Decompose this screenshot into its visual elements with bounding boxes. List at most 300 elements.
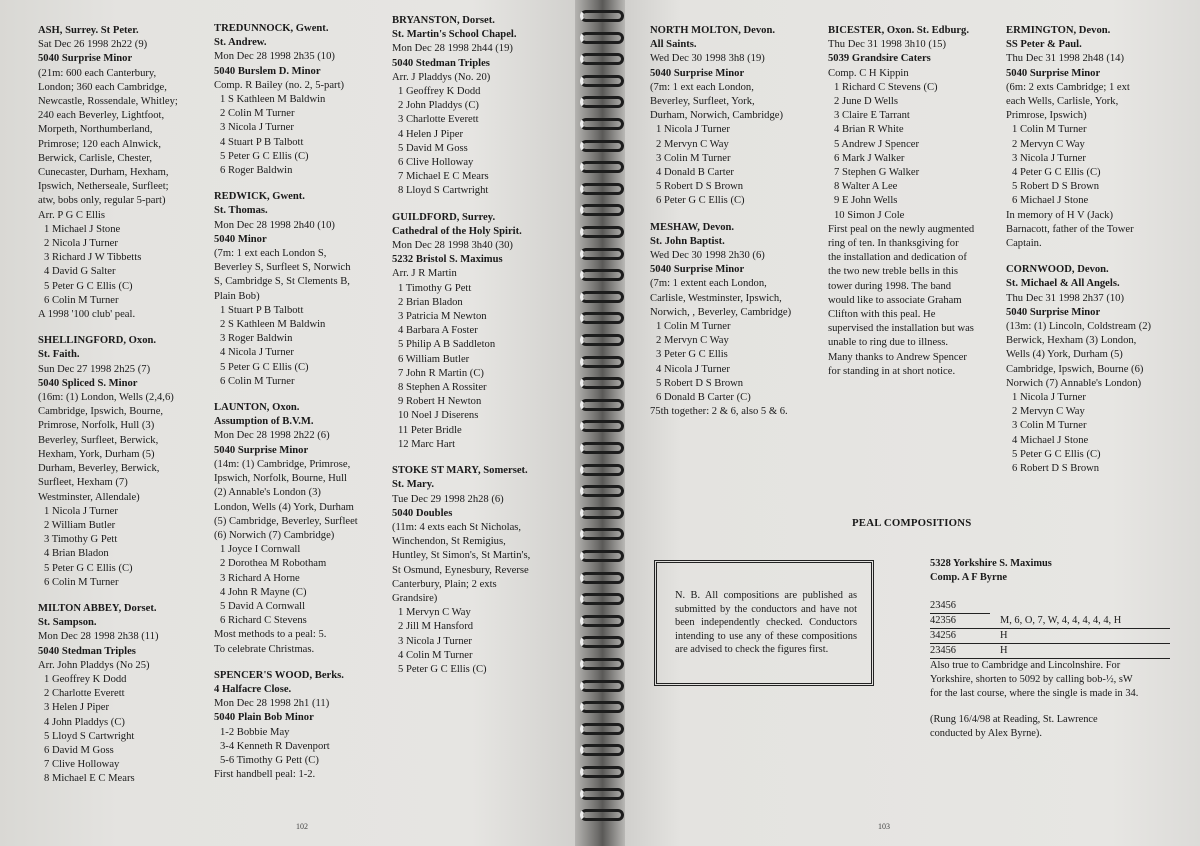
composition-row	[930, 599, 990, 614]
spiral-ring	[580, 140, 624, 152]
spiral-ring	[580, 269, 624, 281]
ringer-name: 6 Colin M Turner	[44, 294, 119, 306]
call-sequence: M, 6, O, 7, W, 4, 4, 4, 4, 4, H	[1000, 615, 1122, 626]
peal-detail: Sun Dec 27 1998 2h25 (7)	[38, 363, 151, 375]
ringer-name: 3 Richard A Horne	[220, 572, 300, 584]
peal-detail: ring of ten. In thanksgiving for	[828, 238, 959, 250]
peal-place: SPENCER'S WOOD, Berks.	[214, 669, 344, 681]
call-sequence: H	[1000, 645, 1008, 656]
right-column-3	[1006, 24, 1186, 488]
spiral-ring	[580, 723, 624, 735]
peal-dedication: 4 Halfacre Close.	[214, 683, 292, 695]
ringer-name: 6 William Butler	[398, 353, 470, 365]
peal-detail: each Wells, Carlisle, York,	[1006, 96, 1119, 108]
spiral-ring	[580, 593, 624, 605]
peal-detail: Cunecaster, Durham, Hexham,	[38, 167, 169, 179]
ringer-name: 5 Philip A B Saddleton	[398, 339, 496, 351]
rung-note-line: (Rung 16/4/98 at Reading, St. Lawrence	[930, 714, 1098, 725]
peal-detail: 5040 Burslem D. Minor	[214, 65, 321, 77]
ringer-name: 3 Colin M Turner	[656, 152, 731, 164]
spiral-ring	[580, 507, 624, 519]
peal-detail: 5039 Grandsire Caters	[828, 53, 931, 65]
peal-detail: unable to ring due to illness.	[828, 337, 949, 349]
peal-detail: (7m: 1 extent each London,	[650, 278, 767, 290]
peal-entry	[392, 464, 572, 677]
peal-entry	[214, 669, 386, 783]
peal-detail: 5040 Surprise Minor	[650, 264, 745, 276]
spiral-ring	[580, 788, 624, 800]
peal-entry	[38, 602, 208, 787]
peal-detail: Tue Dec 29 1998 2h28 (6)	[392, 493, 504, 505]
ringer-name: 5 Robert D S Brown	[1012, 181, 1100, 193]
peal-detail: Comp. C H Kippin	[828, 67, 909, 79]
ringer-name: 4 Brian R White	[834, 124, 904, 136]
composition-row	[930, 614, 1170, 629]
ringer-name: 1 Nicola J Turner	[656, 124, 730, 136]
ringer-name: 1 Colin M Turner	[1012, 124, 1087, 136]
nb-notice-box	[654, 560, 874, 686]
spiral-ring	[580, 572, 624, 584]
ringer-name: 5 Peter G C Ellis (C)	[1012, 448, 1101, 460]
ringer-name: 4 Brian Bladon	[44, 548, 109, 560]
ringer-name: 6 Peter G C Ellis (C)	[656, 195, 745, 207]
peal-place: GUILDFORD, Surrey.	[392, 211, 496, 223]
ringer-name: 5 Lloyd S Cartwright	[44, 730, 135, 742]
peal-place: REDWICK, Gwent.	[214, 191, 305, 203]
peal-detail: 240 each Beverley, Lightfoot,	[38, 110, 165, 122]
left-column-3	[392, 14, 572, 689]
peal-place: MESHAW, Devon.	[650, 221, 735, 233]
ringer-name: 1 S Kathleen M Baldwin	[220, 94, 326, 106]
ringer-name: 9 E John Wells	[834, 195, 898, 207]
peal-detail: Beverley, Surfleet, York,	[650, 96, 755, 108]
peal-detail: (14m: (1) Cambridge, Primrose,	[214, 458, 351, 470]
ringer-name: 4 Donald B Carter	[656, 167, 734, 179]
ringer-name: 5 Peter G C Ellis (C)	[44, 562, 133, 574]
peal-detail: Surfleet, Hexham (7)	[38, 477, 128, 489]
page-number: 102	[296, 822, 308, 831]
page-number: 103	[878, 822, 890, 831]
peal-detail: Cambridge, Ipswich, Bourne (6)	[1006, 363, 1144, 375]
peal-detail: 5040 Surprise Minor	[1006, 306, 1101, 318]
peal-detail: Arr. J Pladdys (No. 20)	[392, 71, 491, 83]
composition-note-line: for the last course, where the single is made in 34.	[930, 688, 1139, 699]
peal-entry	[392, 211, 572, 452]
ringer-name: 6 Colin M Turner	[44, 576, 119, 588]
ringer-name: 2 Charlotte Everett	[44, 688, 125, 700]
composition	[930, 557, 1170, 741]
left-column-1	[38, 24, 208, 799]
peal-detail: Thu Dec 31 1998 2h48 (14)	[1006, 53, 1124, 65]
spiral-ring	[580, 10, 624, 22]
peal-detail: 5040 Spliced S. Minor	[38, 377, 138, 389]
peal-detail: Plain Bob)	[214, 290, 260, 302]
peal-detail: St Osmund, Eynesbury, Reverse	[392, 564, 529, 576]
peal-detail: (11m: 4 exts each St Nicholas,	[392, 521, 522, 533]
peal-detail: Mon Dec 28 1998 2h44 (19)	[392, 43, 513, 55]
ringer-name: 3 Nicola J Turner	[398, 635, 472, 647]
ringer-name: 8 Walter A Lee	[834, 181, 898, 193]
peal-entry	[38, 24, 208, 322]
peal-detail: Grandsire)	[392, 592, 438, 604]
peal-place: STOKE ST MARY, Somerset.	[392, 465, 528, 477]
nb-notice-text: N. B. All compositions are published as submitted by the conductors and have not been independently checked. Conductors intending to use any of these compositions are advised to check the figures first.	[675, 590, 857, 656]
peal-entry	[392, 14, 572, 199]
spiral-ring	[580, 420, 624, 432]
peal-detail: Mon Dec 28 1998 2h35 (10)	[214, 51, 335, 63]
peal-dedication: All Saints.	[650, 39, 697, 51]
peal-detail: (7m: 1 ext each London S,	[214, 248, 327, 260]
ringer-name: 1 Michael J Stone	[44, 223, 121, 235]
ringer-name: 5-6 Timothy G Pett (C)	[220, 754, 319, 766]
peal-detail: Ipswich, Norfolk, Bourne, Hull	[214, 473, 347, 485]
peal-dedication: Cathedral of the Holy Spirit.	[392, 225, 522, 237]
peal-entry	[650, 221, 820, 420]
peal-detail: 75th together: 2 & 6, also 5 & 6.	[650, 406, 788, 418]
lead-head: 34256	[930, 630, 956, 641]
ringer-name: 6 Robert D S Brown	[1012, 463, 1100, 475]
spiral-ring	[580, 809, 624, 821]
peal-detail: (21m: 600 each Canterbury,	[38, 67, 157, 79]
ringer-name: 4 John Pladdys (C)	[44, 716, 125, 728]
peal-detail: 5040 Surprise Minor	[650, 67, 745, 79]
peal-detail: London, Wells (4) York, Durham	[214, 501, 354, 513]
peal-detail: atw, bobs only, regular 5-part)	[38, 195, 166, 207]
peal-detail: Wells (4) York, Durham (5)	[1006, 349, 1123, 361]
peal-detail: Carlisle, Westminster, Ipswich,	[650, 292, 782, 304]
peal-detail: for standing in at short notice.	[828, 365, 956, 377]
spiral-ring	[580, 636, 624, 648]
ringer-name: 5 Robert D S Brown	[656, 377, 744, 389]
peal-detail: Sat Dec 26 1998 2h22 (9)	[38, 39, 148, 51]
peal-detail: First peal on the newly augmented	[828, 223, 975, 235]
left-column-2	[214, 22, 386, 794]
ringer-name: 7 Clive Holloway	[44, 759, 120, 771]
spiral-ring	[580, 528, 624, 540]
peal-detail: (7m: 1 ext each London,	[650, 81, 754, 93]
ringer-name: 9 Robert H Newton	[398, 396, 482, 408]
composition-note-line: Yorkshire, shorten to 5092 by calling bob-½, sW	[930, 674, 1133, 685]
ringer-name: 2 Brian Bladon	[398, 296, 463, 308]
ringer-name: 3-4 Kenneth R Davenport	[220, 740, 330, 752]
ringer-name: 5 Peter G C Ellis (C)	[220, 150, 309, 162]
peal-detail: Most methods to a peal: 5.	[214, 629, 327, 641]
peal-detail: Mon Dec 28 1998 2h1 (11)	[214, 698, 330, 710]
composition-notes	[930, 659, 1170, 701]
ringer-name: 2 John Pladdys (C)	[398, 100, 479, 112]
peal-detail: (13m: (1) Lincoln, Coldstream (2)	[1006, 321, 1152, 333]
peal-detail: London; 360 each Cambridge,	[38, 81, 167, 93]
ringer-name: 8 Stephen A Rossiter	[398, 382, 487, 394]
peal-entry	[1006, 24, 1186, 251]
ringer-name: 6 Michael J Stone	[1012, 195, 1089, 207]
peal-detail: Beverley S, Surfleet S, Norwich	[214, 262, 351, 274]
ringer-name: 2 Colin M Turner	[220, 108, 295, 120]
peal-detail: Westminster, Allendale)	[38, 491, 140, 503]
spiral-ring	[580, 701, 624, 713]
ringer-name: 1 Nicola J Turner	[44, 505, 118, 517]
ringer-name: 4 Peter G C Ellis (C)	[1012, 167, 1101, 179]
peal-detail: Comp. R Bailey (no. 2, 5-part)	[214, 79, 345, 91]
lead-head: 23456	[930, 600, 956, 611]
peal-detail: Berwick, Carlisle, Chester,	[38, 152, 153, 164]
peal-dedication: St. Faith.	[38, 349, 80, 361]
ringer-name: 11 Peter Bridle	[398, 424, 462, 436]
ringer-name: 4 Nicola J Turner	[220, 347, 294, 359]
ringer-name: 6 David M Goss	[44, 744, 114, 756]
spiral-ring	[580, 248, 624, 260]
spiral-ring	[580, 399, 624, 411]
composition-table	[930, 599, 1170, 659]
ringer-name: 3 Claire E Tarrant	[834, 110, 910, 122]
peal-place: SHELLINGFORD, Oxon.	[38, 335, 157, 347]
ringer-name: 2 June D Wells	[834, 96, 898, 108]
peal-detail: Canterbury, Plain; 2 exts	[392, 578, 497, 590]
peal-dedication: St. Sampson.	[38, 617, 97, 629]
spiral-ring	[580, 334, 624, 346]
peal-detail: Wed Dec 30 1998 3h8 (19)	[650, 53, 765, 65]
ringer-name: 2 Mervyn C Way	[1012, 138, 1085, 150]
ringer-name: 5 Andrew J Spencer	[834, 138, 920, 150]
ringer-name: 4 David G Salter	[44, 266, 116, 278]
lead-head: 23456	[930, 645, 956, 656]
peal-detail: Durham, Beverley, Berwick,	[38, 463, 160, 475]
peal-detail: the installation and dedication of	[828, 252, 967, 264]
peal-detail: the two new treble bells in this	[828, 266, 959, 278]
peal-detail: (5) Cambridge, Beverley, Surfleet	[214, 515, 358, 527]
ringer-name: 4 John R Mayne (C)	[220, 586, 307, 598]
ringer-name: 4 Barbara A Foster	[398, 325, 478, 337]
ringer-name: 6 Clive Holloway	[398, 157, 474, 169]
peal-detail: S, Cambridge S, St Clements B,	[214, 276, 350, 288]
peal-place: NORTH MOLTON, Devon.	[650, 25, 776, 36]
peal-detail: First handbell peal: 1-2.	[214, 769, 316, 781]
peal-entry	[214, 190, 386, 389]
peal-detail: Barnacott, father of the Tower	[1006, 223, 1134, 235]
peal-detail: Thu Dec 31 1998 3h10 (15)	[828, 39, 946, 51]
ringer-name: 2 Mervyn C Way	[1012, 406, 1085, 418]
ringer-name: 5 David A Cornwall	[220, 600, 306, 612]
ringer-name: 12 Marc Hart	[398, 438, 456, 450]
right-column-2	[828, 24, 1000, 391]
spiral-ring	[580, 291, 624, 303]
ringer-name: 4 Colin M Turner	[398, 649, 473, 661]
ringer-name: 7 Michael E C Mears	[398, 171, 489, 183]
peal-detail: Primrose; 120 each Alnwick,	[38, 138, 161, 150]
peal-detail: Thu Dec 31 1998 2h37 (10)	[1006, 292, 1124, 304]
ringer-name: 1 Nicola J Turner	[1012, 392, 1086, 404]
ringer-name: 3 Nicola J Turner	[220, 122, 294, 134]
ringer-name: 3 Colin M Turner	[1012, 420, 1087, 432]
peal-place: BICESTER, Oxon. St. Edburg.	[828, 25, 970, 36]
ringer-name: 8 Michael E C Mears	[44, 773, 135, 785]
ringer-name: 1 Geoffrey K Dodd	[398, 86, 481, 98]
right-column-1	[650, 24, 820, 431]
peal-detail: tower during 1998. The band	[828, 280, 952, 292]
peal-detail: Huntley, St Simon's, St Martin's,	[392, 550, 531, 562]
peal-entry	[650, 24, 820, 209]
peal-place: LAUNTON, Oxon.	[214, 402, 300, 414]
spiral-ring	[580, 118, 624, 130]
rung-note-line: conducted by Alex Byrne).	[930, 728, 1042, 739]
peal-entry	[214, 401, 386, 657]
peal-detail: 5040 Plain Bob Minor	[214, 712, 314, 724]
peal-detail: Durham, Norwich, Cambridge)	[650, 110, 783, 122]
ringer-name: 3 Peter G C Ellis	[656, 349, 728, 361]
ringer-name: 1 Colin M Turner	[656, 321, 731, 333]
ringer-name: 6 Colin M Turner	[220, 375, 295, 387]
ringer-name: 10 Noel J Diserens	[398, 410, 479, 422]
peal-dedication: St. Thomas.	[214, 205, 268, 217]
peal-detail: Berwick, Hexham (3) London,	[1006, 335, 1137, 347]
peal-dedication: St. Michael & All Angels.	[1006, 278, 1120, 290]
peal-detail: Wed Dec 30 1998 2h30 (6)	[650, 250, 765, 262]
peal-place: ERMINGTON, Devon.	[1006, 25, 1111, 36]
peal-detail: Arr. P G C Ellis	[38, 209, 106, 221]
peal-detail: 5040 Stedman Triples	[392, 57, 490, 69]
peal-detail: Mon Dec 28 1998 2h38 (11)	[38, 631, 159, 643]
spiral-ring	[580, 485, 624, 497]
ringer-name: 3 Richard J W Tibbetts	[44, 252, 142, 264]
ringer-name: 3 Nicola J Turner	[1012, 152, 1086, 164]
peal-detail: Hexham, York, Durham (5)	[38, 448, 155, 460]
peal-dedication: Assumption of B.V.M.	[214, 416, 314, 428]
peal-detail: Many thanks to Andrew Spencer	[828, 351, 967, 363]
call-sequence: H	[1000, 630, 1008, 641]
peal-detail: Cambridge, Ipswich, Bourne,	[38, 406, 164, 418]
peal-place: TREDUNNOCK, Gwent.	[214, 23, 329, 34]
spiral-ring	[580, 766, 624, 778]
peal-detail: Arr. John Pladdys (No 25)	[38, 659, 150, 671]
spiral-ring	[580, 183, 624, 195]
peal-detail: A 1998 '100 club' peal.	[38, 309, 136, 321]
ringer-name: 3 Helen J Piper	[44, 702, 110, 714]
peal-detail: 5040 Surprise Minor	[38, 53, 133, 65]
peal-detail: Captain.	[1006, 238, 1042, 250]
peal-place: ASH, Surrey. St Peter.	[38, 25, 139, 36]
ringer-name: 1 Richard C Stevens (C)	[834, 81, 938, 93]
ringer-name: 2 Mervyn C Way	[656, 138, 729, 150]
spiral-ring	[580, 658, 624, 670]
ringer-name: 5 Peter G C Ellis (C)	[220, 361, 309, 373]
peal-detail: In memory of H V (Jack)	[1006, 209, 1113, 221]
peal-detail: 5040 Stedman Triples	[38, 645, 136, 657]
composition-row	[930, 644, 1170, 659]
ringer-name: 2 Mervyn C Way	[656, 335, 729, 347]
ringer-name: 1 Mervyn C Way	[398, 607, 471, 619]
ringer-name: 6 Donald B Carter (C)	[656, 392, 751, 404]
peal-entry	[828, 24, 1000, 379]
ringer-name: 4 Michael J Stone	[1012, 434, 1089, 446]
peal-detail: would like to associate Graham	[828, 294, 962, 306]
peal-detail: Mon Dec 28 1998 3h40 (30)	[392, 240, 513, 252]
ringer-name: 10 Simon J Cole	[834, 209, 905, 221]
ringer-name: 2 Jill M Hansford	[398, 621, 474, 633]
lead-head: 42356	[930, 615, 956, 626]
composition-note-line: Also true to Cambridge and Lincolnshire. For	[930, 660, 1121, 671]
composition-rung-note	[930, 713, 1170, 741]
ringer-name: 3 Timothy G Pett	[44, 534, 118, 546]
composition-title: 5328 Yorkshire S. Maximus	[930, 558, 1052, 569]
spiral-ring	[580, 615, 624, 627]
spiral-ring	[580, 744, 624, 756]
ringer-name: 5 Peter G C Ellis (C)	[44, 280, 133, 292]
ringer-name: 7 Stephen G Walker	[834, 167, 920, 179]
composition-row	[930, 629, 1170, 644]
ringer-name: 2 Nicola J Turner	[44, 238, 118, 250]
peal-detail: Norwich (7) Annable's London)	[1006, 377, 1142, 389]
ringer-name: 1 Timothy G Pett	[398, 282, 472, 294]
spiral-ring	[580, 96, 624, 108]
peal-dedication: St. John Baptist.	[650, 235, 725, 247]
peal-detail: Morpeth, Northumberland,	[38, 124, 153, 136]
spiral-ring	[580, 442, 624, 454]
peal-detail: Arr. J R Martin	[392, 268, 457, 280]
ringer-name: 4 Stuart P B Talbott	[220, 136, 304, 148]
ringer-name: 1 Joyce I Cornwall	[220, 544, 301, 556]
composition-composer: Comp. A F Byrne	[930, 572, 1007, 583]
peal-detail: 5040 Surprise Minor	[214, 444, 309, 456]
peal-dedication: St. Andrew.	[214, 37, 267, 49]
peal-detail: Beverley, Surfleet, Berwick,	[38, 434, 159, 446]
spiral-ring	[580, 204, 624, 216]
peal-detail: 5040 Doubles	[392, 507, 453, 519]
ringer-name: 6 Richard C Stevens	[220, 615, 307, 627]
peal-entry	[38, 334, 208, 590]
spiral-ring	[580, 550, 624, 562]
peal-entry	[214, 22, 386, 178]
peal-detail: Clifton with this peal. He	[828, 309, 936, 321]
peal-detail: (2) Annable's London (3)	[214, 487, 321, 499]
ringer-name: 8 Lloyd S Cartwright	[398, 185, 489, 197]
peal-detail: To celebrate Christmas.	[214, 643, 315, 655]
ringer-name: 7 John R Martin (C)	[398, 367, 484, 379]
ringer-name: 1 Geoffrey K Dodd	[44, 673, 127, 685]
ringer-name: 5 Robert D S Brown	[656, 181, 744, 193]
ringer-name: 4 Helen J Piper	[398, 128, 464, 140]
spiral-ring	[580, 226, 624, 238]
peal-detail: 5040 Minor	[214, 233, 267, 245]
peal-detail: Newcastle, Rossendale, Whitley;	[38, 96, 178, 108]
spiral-ring	[580, 464, 624, 476]
spiral-ring	[580, 161, 624, 173]
peal-detail: Ipswich, Netherseale, Surfleet;	[38, 181, 169, 193]
ringer-name: 6 Mark J Walker	[834, 152, 905, 164]
peal-dedication: St. Martin's School Chapel.	[392, 29, 517, 41]
ringer-name: 3 Charlotte Everett	[398, 114, 479, 126]
ringer-name: 2 William Butler	[44, 519, 116, 531]
peal-detail: 5040 Surprise Minor	[1006, 67, 1101, 79]
spiral-ring	[580, 32, 624, 44]
ringer-name: 5 David M Goss	[398, 142, 468, 154]
peal-dedication: SS Peter & Paul.	[1006, 39, 1082, 51]
left-page	[0, 0, 590, 846]
spiral-ring	[580, 356, 624, 368]
ringer-name: 3 Roger Baldwin	[220, 333, 293, 345]
peal-place: CORNWOOD, Devon.	[1006, 264, 1109, 276]
peal-entry	[1006, 263, 1186, 476]
peal-detail: Mon Dec 28 1998 2h22 (6)	[214, 430, 330, 442]
ringer-name: 1-2 Bobbie May	[220, 726, 290, 738]
peal-detail: (6) Norwich (7) Cambridge)	[214, 529, 335, 541]
peal-detail: 5232 Bristol S. Maximus	[392, 254, 503, 266]
peal-detail: Primrose, Ipswich)	[1006, 110, 1087, 122]
spiral-ring	[580, 312, 624, 324]
peal-detail: Norwich, , Beverley, Cambridge)	[650, 306, 792, 318]
ringer-name: 4 Nicola J Turner	[656, 363, 730, 375]
peal-detail: Mon Dec 28 1998 2h40 (10)	[214, 219, 335, 231]
ringer-name: 1 Stuart P B Talbott	[220, 304, 304, 316]
